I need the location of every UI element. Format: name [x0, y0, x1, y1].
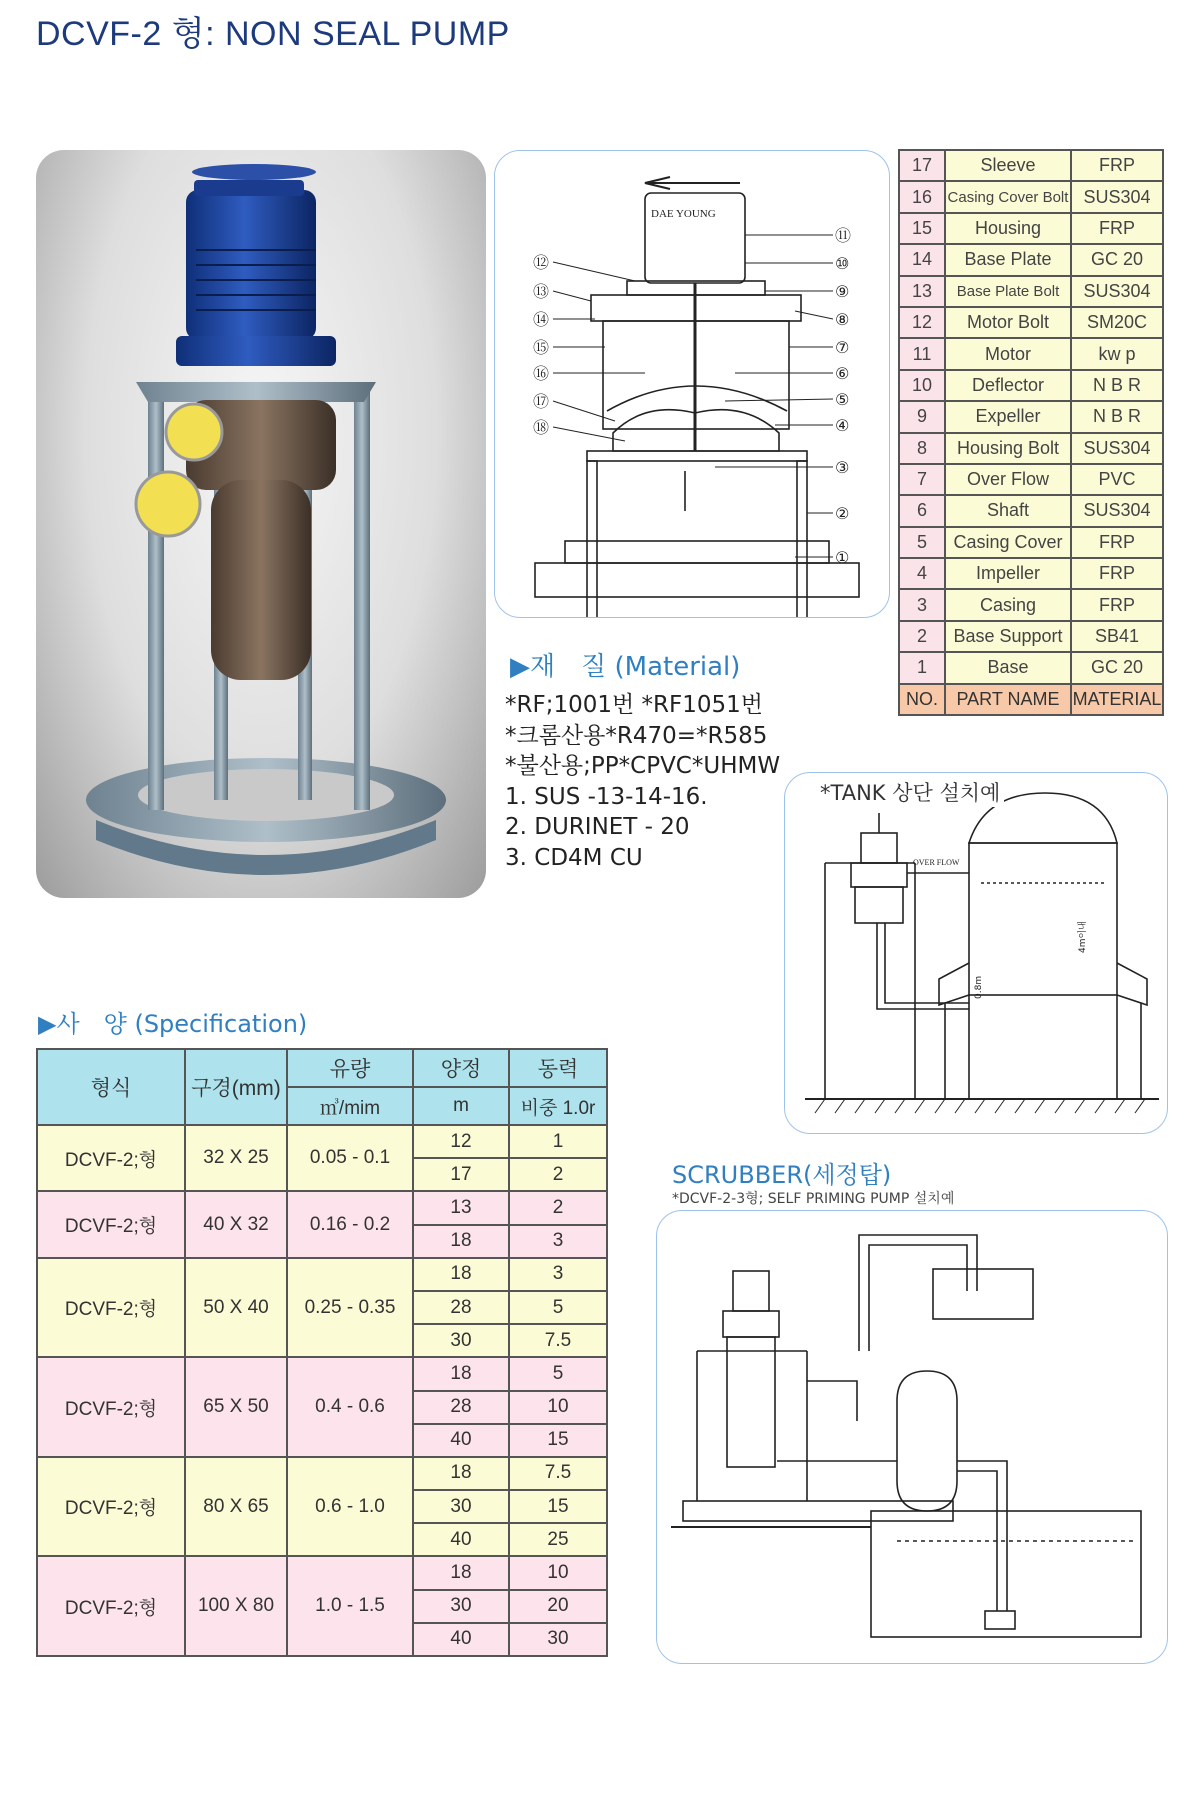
spec-flow: 0.6 - 1.0	[287, 1457, 413, 1557]
balloon-17: ⑰	[533, 392, 550, 411]
small-height-label: 0.8m	[974, 975, 984, 999]
parts-row	[899, 652, 1163, 683]
spec-power: 20	[509, 1590, 607, 1623]
part-material: SUS304	[1071, 433, 1163, 464]
balloon-1: ①	[835, 548, 850, 567]
part-name: Base Support	[945, 621, 1071, 652]
parts-row	[899, 464, 1163, 495]
part-name: Base Plate	[945, 244, 1071, 275]
part-name: Motor Bolt	[945, 307, 1071, 338]
spec-power: 3	[509, 1225, 607, 1258]
tank-installation-drawing	[785, 773, 1167, 1133]
header-model: 형식	[37, 1049, 185, 1125]
spec-header-row	[37, 1049, 607, 1087]
parts-row	[899, 589, 1163, 620]
spec-table-body	[37, 1049, 607, 1656]
parts-row	[899, 213, 1163, 244]
part-number: 16	[899, 181, 945, 212]
spec-head: 17	[413, 1158, 509, 1191]
spec-flow: 0.25 - 0.35	[287, 1258, 413, 1358]
header-head-unit: m	[413, 1087, 509, 1125]
part-number: 12	[899, 307, 945, 338]
spec-head: 28	[413, 1291, 509, 1324]
part-material: FRP	[1071, 527, 1163, 558]
brand-label: DAE YOUNG	[651, 208, 716, 220]
header-head: 양정	[413, 1049, 509, 1087]
part-name: Housing	[945, 213, 1071, 244]
part-material: FRP	[1071, 150, 1163, 181]
parts-table-body	[899, 150, 1163, 715]
spec-head: 13	[413, 1191, 509, 1224]
spec-row	[37, 1258, 607, 1291]
header-power: 동력	[509, 1049, 607, 1087]
spec-power: 7.5	[509, 1324, 607, 1357]
material-line: 2. DURINET - 20	[505, 814, 690, 840]
pump-illustration	[36, 150, 486, 898]
part-material: SUS304	[1071, 495, 1163, 526]
header-material: MATERIAL	[1071, 684, 1163, 715]
part-number: 13	[899, 276, 945, 307]
spec-row	[37, 1191, 607, 1224]
part-material: GC 20	[1071, 652, 1163, 683]
part-material: GC 20	[1071, 244, 1163, 275]
header-no: NO.	[899, 684, 945, 715]
tank-installation-diagram	[784, 772, 1168, 1134]
tank-caption: *TANK 상단 설치예	[816, 777, 1004, 807]
part-number: 6	[899, 495, 945, 526]
part-material: SUS304	[1071, 181, 1163, 212]
spec-model: DCVF-2;형	[37, 1556, 185, 1656]
part-name: Sleeve	[945, 150, 1071, 181]
scrubber-title: SCRUBBER(세정탑)	[672, 1161, 892, 1189]
spec-head: 18	[413, 1258, 509, 1291]
part-number: 9	[899, 401, 945, 432]
sectional-drawing	[494, 150, 890, 618]
parts-row	[899, 558, 1163, 589]
part-material: FRP	[1071, 213, 1163, 244]
material-line: 1. SUS -13-14-16.	[505, 783, 708, 810]
spec-power: 10	[509, 1556, 607, 1589]
parts-table	[898, 149, 1164, 716]
spec-bore: 100 X 80	[185, 1556, 287, 1656]
spec-flow: 0.05 - 0.1	[287, 1125, 413, 1191]
spec-head: 40	[413, 1424, 509, 1457]
material-line: 3. CD4M CU	[505, 844, 643, 871]
balloon-10: ⑩	[835, 254, 850, 273]
parts-row	[899, 401, 1163, 432]
spec-head: 18	[413, 1556, 509, 1589]
spec-power: 2	[509, 1191, 607, 1224]
part-number: 2	[899, 621, 945, 652]
spec-model: DCVF-2;형	[37, 1125, 185, 1191]
page-title: DCVF-2 형: NON SEAL PUMP	[36, 15, 510, 53]
spec-power: 1	[509, 1125, 607, 1158]
balloon-16: ⑯	[533, 364, 550, 383]
part-name: Casing	[945, 589, 1071, 620]
spec-power: 5	[509, 1357, 607, 1390]
part-number: 10	[899, 370, 945, 401]
header-part-name: PART NAME	[945, 684, 1071, 715]
spec-power: 25	[509, 1523, 607, 1556]
material-line: *크롬산용*R470=*R585	[505, 722, 768, 749]
part-material: SUS304	[1071, 276, 1163, 307]
parts-row	[899, 276, 1163, 307]
spec-head: 28	[413, 1391, 509, 1424]
balloon-12: ⑫	[533, 253, 550, 272]
spec-bore: 65 X 50	[185, 1357, 287, 1457]
balloon-5: ⑤	[835, 390, 850, 409]
height-label: 4m이내	[1078, 921, 1088, 953]
header-flow-unit: ㎥/mim	[287, 1087, 413, 1125]
balloon-11: ⑪	[835, 226, 852, 245]
material-line: *RF;1001번 *RF1051번	[505, 692, 763, 718]
spec-model: DCVF-2;형	[37, 1258, 185, 1358]
spec-head: 18	[413, 1357, 509, 1390]
scrubber-installation-drawing	[657, 1211, 1167, 1663]
spec-bore: 80 X 65	[185, 1457, 287, 1557]
header-power-unit: 비중 1.0r	[509, 1087, 607, 1125]
scrubber-subtitle: *DCVF-2-3형; SELF PRIMING PUMP 설치예	[672, 1191, 955, 1207]
part-number: 7	[899, 464, 945, 495]
part-number: 4	[899, 558, 945, 589]
part-number: 11	[899, 338, 945, 369]
spec-power: 10	[509, 1391, 607, 1424]
spec-bore: 40 X 32	[185, 1191, 287, 1257]
part-number: 17	[899, 150, 945, 181]
balloon-2: ②	[835, 504, 850, 523]
spec-model: DCVF-2;형	[37, 1457, 185, 1557]
spec-head: 40	[413, 1623, 509, 1656]
part-material: SM20C	[1071, 307, 1163, 338]
spec-head: 30	[413, 1490, 509, 1523]
parts-row	[899, 244, 1163, 275]
spec-head: 40	[413, 1523, 509, 1556]
header-bore: 구경(mm)	[185, 1049, 287, 1125]
part-number: 15	[899, 213, 945, 244]
spec-row	[37, 1457, 607, 1490]
spec-row	[37, 1357, 607, 1390]
part-name: Deflector	[945, 370, 1071, 401]
part-material: kw p	[1071, 338, 1163, 369]
part-name: Motor	[945, 338, 1071, 369]
parts-row	[899, 621, 1163, 652]
pump-photo	[36, 150, 486, 898]
spec-model: DCVF-2;형	[37, 1357, 185, 1457]
part-name: Casing Cover Bolt	[945, 181, 1071, 212]
balloon-7: ⑦	[835, 338, 850, 357]
part-material: FRP	[1071, 589, 1163, 620]
part-number: 3	[899, 589, 945, 620]
balloon-18: ⑱	[533, 418, 550, 437]
spec-head: 30	[413, 1324, 509, 1357]
overflow-label: OVER FLOW	[913, 858, 960, 867]
part-name: Casing Cover	[945, 527, 1071, 558]
balloon-4: ④	[835, 416, 850, 435]
material-title: ▶재 질 (Material)	[510, 652, 741, 682]
balloon-14: ⑭	[533, 310, 550, 329]
parts-row	[899, 150, 1163, 181]
part-name: Over Flow	[945, 464, 1071, 495]
spec-power: 2	[509, 1158, 607, 1191]
spec-row	[37, 1125, 607, 1158]
parts-row	[899, 495, 1163, 526]
spec-power: 5	[509, 1291, 607, 1324]
material-line: *불산용;PP*CPVC*UHMW	[505, 753, 781, 779]
spec-head: 30	[413, 1590, 509, 1623]
part-name: Shaft	[945, 495, 1071, 526]
balloon-6: ⑥	[835, 364, 850, 383]
parts-row	[899, 307, 1163, 338]
balloon-9: ⑨	[835, 282, 850, 301]
part-material: PVC	[1071, 464, 1163, 495]
spec-power: 15	[509, 1490, 607, 1523]
spec-head: 12	[413, 1125, 509, 1158]
part-name: Base Plate Bolt	[945, 276, 1071, 307]
spec-head: 18	[413, 1457, 509, 1490]
parts-row	[899, 338, 1163, 369]
scrubber-installation-diagram	[656, 1210, 1168, 1664]
spec-bore: 50 X 40	[185, 1258, 287, 1358]
spec-power: 3	[509, 1258, 607, 1291]
part-name: Base	[945, 652, 1071, 683]
spec-model: DCVF-2;형	[37, 1191, 185, 1257]
part-material: N B R	[1071, 370, 1163, 401]
part-name: Impeller	[945, 558, 1071, 589]
spec-table	[36, 1048, 608, 1657]
pump-cross-section-drawing	[495, 151, 889, 617]
parts-row	[899, 527, 1163, 558]
spec-flow: 0.4 - 0.6	[287, 1357, 413, 1457]
balloon-13: ⑬	[533, 282, 550, 301]
parts-row	[899, 433, 1163, 464]
part-name: Expeller	[945, 401, 1071, 432]
balloon-8: ⑧	[835, 310, 850, 329]
spec-power: 30	[509, 1623, 607, 1656]
spec-bore: 32 X 25	[185, 1125, 287, 1191]
spec-title: ▶사 양 (Specification)	[38, 1010, 308, 1038]
spec-flow: 1.0 - 1.5	[287, 1556, 413, 1656]
part-number: 14	[899, 244, 945, 275]
parts-row	[899, 181, 1163, 212]
spec-power: 15	[509, 1424, 607, 1457]
material-list	[505, 690, 780, 873]
parts-header-row	[899, 684, 1163, 715]
part-material: FRP	[1071, 558, 1163, 589]
spec-flow: 0.16 - 0.2	[287, 1191, 413, 1257]
spec-head: 18	[413, 1225, 509, 1258]
header-flow: 유량	[287, 1049, 413, 1087]
part-name: Housing Bolt	[945, 433, 1071, 464]
part-material: N B R	[1071, 401, 1163, 432]
part-number: 8	[899, 433, 945, 464]
balloon-15: ⑮	[533, 338, 550, 357]
spec-row	[37, 1556, 607, 1589]
part-material: SB41	[1071, 621, 1163, 652]
part-number: 1	[899, 652, 945, 683]
spec-power: 7.5	[509, 1457, 607, 1490]
part-number: 5	[899, 527, 945, 558]
parts-row	[899, 370, 1163, 401]
balloon-3: ③	[835, 458, 850, 477]
